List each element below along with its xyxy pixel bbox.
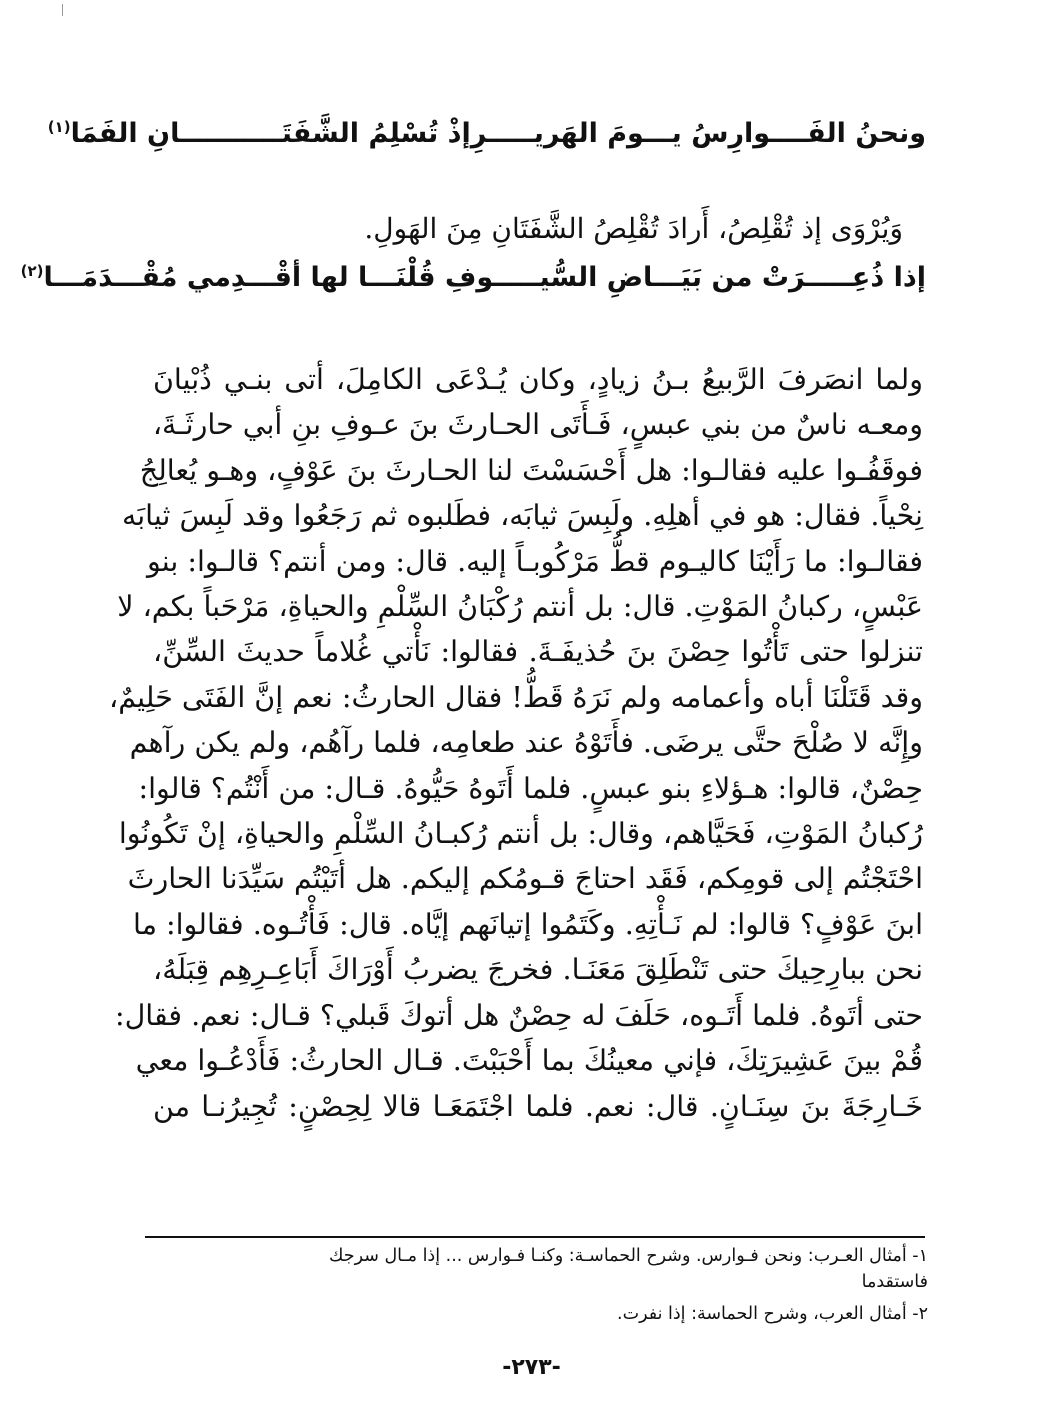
prose-line: ومعـه ناسٌ من بني عبسٍ، فَـأَتَى الحـارثَ بنَ عـوفِ بنِ أبي حارثَـةَ،	[152, 408, 923, 442]
prose-line: ابنَ عَوْفٍ؟ قالوا: لم نَـأْتِهِ. وكَتَمُوا إتيانَهم إيَّاه. قال: فَأْتُـوه. فقالوا: ما	[133, 907, 923, 941]
verse-1-second-hemistich: إذْ تُسْلِمُ الشَّفَتَـــــــــــانِ الفَمَا$^{(١)}$	[47, 118, 471, 149]
verse-2-footnote-ref: (٢)	[20, 262, 44, 280]
footnotes	[138, 1243, 928, 1327]
verse-1-footnote-ref: (١)	[47, 118, 71, 136]
page-number: -٢٧٣-	[502, 1355, 561, 1380]
prose-line: خَـارِجَةَ بنَ سِنَـانٍ. قال: نعم. فلما اجْتَمَعَـا قالا لِحِصْنٍ: تُجِيرُنـا من	[153, 1089, 923, 1123]
prose-line: عَبْسٍ، ركبانُ المَوْتِ. قال: بل أنتم رُكْبَانُ السِّلْمِ والحياةِ، مَرْحَباً بكم، لا	[117, 590, 923, 624]
prose-line: احْتَجْتُم إلى قومِكم، فَقَد احتاجَ قـومُكم إليكم. هل أتَيْتُم سَيِّدَنا الحارثَ	[127, 862, 923, 896]
scan-corner-mark	[62, 4, 71, 16]
prose-line: حتى أتَوهُ. فلما أَتَـوه، حَلَفَ له حِصْنٌ هل أتوكَ قَبلي؟ قـال: نعم. فقال:	[115, 998, 923, 1032]
verse-variant-note: وَيُرْوَى إذ تُقْلِصُ، أَرادَ تُقْلِصُ الشَّفَتَانِ مِنَ الهَولِ.	[364, 212, 903, 245]
verse-2-first-hemistich: إذا ذُعِـــــرَتْ من بَيَـــاضِ السُّيـــــو	[476, 262, 926, 293]
footnote-1-line-2: فاستقدما	[861, 1272, 928, 1292]
prose-line: ولما انصَرفَ الرَّبيعُ بـنُ زيادٍ، وكان يُـدْعَى الكامِلَ، أتى بنـي ذُبْيانَ	[153, 363, 923, 396]
footnote-2: ٢- أمثال العرب، وشرح الحماسة: إذا نفرت.	[617, 1304, 928, 1324]
poem-verse-1	[47, 118, 926, 149]
prose-line: نِحْياً. فقال: هو في أهلِهِ. ولَبِسَ ثيابَه، فطَلبوه ثم رَجَعُوا وقد لَبِسَ ثيابَه	[121, 499, 923, 533]
prose-line: وقد قَتَلْنَا أباه وأعمامه ولم نَرَهُ قَطُّ! فقال الحارثُ: نعم إنَّ الفَتَى حَلِيمٌ،	[109, 680, 923, 714]
prose-line: قُمْ بينَ عَشِيرَتِكَ، فإني معينُكَ بما أَحْبَبْتَ. قـال الحارثُ: فَأَدْعُـوا معي	[135, 1044, 923, 1078]
footnote-1-line-1: ١- أمثال العـرب: ونحن فـوارس. وشرح الحماسـة: وكنـا فـوارس ... إذا مـال سرجك	[329, 1246, 928, 1266]
poem-verse-2	[20, 262, 926, 293]
prose-line: فوقَفُـوا عليه فقالـوا: هل أَحْسَسْتَ لنا الحـارثَ بنَ عَوْفٍ، وهـو يُعالِجُ	[139, 453, 923, 487]
prose-line: رُكبانُ المَوْتِ، فَحَيَّاهم، وقال: بل أنتم رُكبـانُ السِّلْمِ والحياةِ، إنْ تَكُونُوا	[118, 817, 923, 851]
verse-2-second-hemistich: فِ قُلْنَـــا لها أقْـــدِمي مُقْـــدَمَـــا$^{(٢)}$	[20, 262, 477, 293]
prose-line: فقالـوا: ما رَأَيْنَا كاليـوم قطُّ مَرْكُوبـاً إليه. قال: ومن أنتم؟ قالـوا: بنو	[147, 544, 923, 578]
prose-line: حِصْنٌ، قالوا: هـؤلاءِ بنو عبسٍ. فلما أَتَوهُ حَيُّوهُ. قـال: من أَنْتُم؟ قالوا:	[138, 771, 923, 805]
prose-line: وإِنَّه لا صُلْحَ حتَّى يرضَى. فأَتَوْهُ عند طعامِه، فلما رآهُم، ولم يكن رآهم	[129, 726, 923, 760]
footnote-separator	[145, 1236, 925, 1238]
prose-paragraph	[109, 357, 923, 1129]
prose-line: تنزلوا حتى تَأْتُوا حِصْنَ بنَ حُذيفَـةَ. فقالوا: نَأْتي غُلاماً حديثَ السِّنِّ،	[153, 635, 923, 669]
verse-1-first-hemistich: ونحنُ الفَــــوارِسُ يـــومَ الهَريـــــرِ	[470, 118, 926, 149]
prose-line: نحن ببارِحِيكَ حتى تَنْطَلِقَ مَعَنَـا. فخرجَ يضربُ أَوْرَاكَ أَبَاعِـرِهِم قِبَلَهُ،	[153, 953, 923, 987]
